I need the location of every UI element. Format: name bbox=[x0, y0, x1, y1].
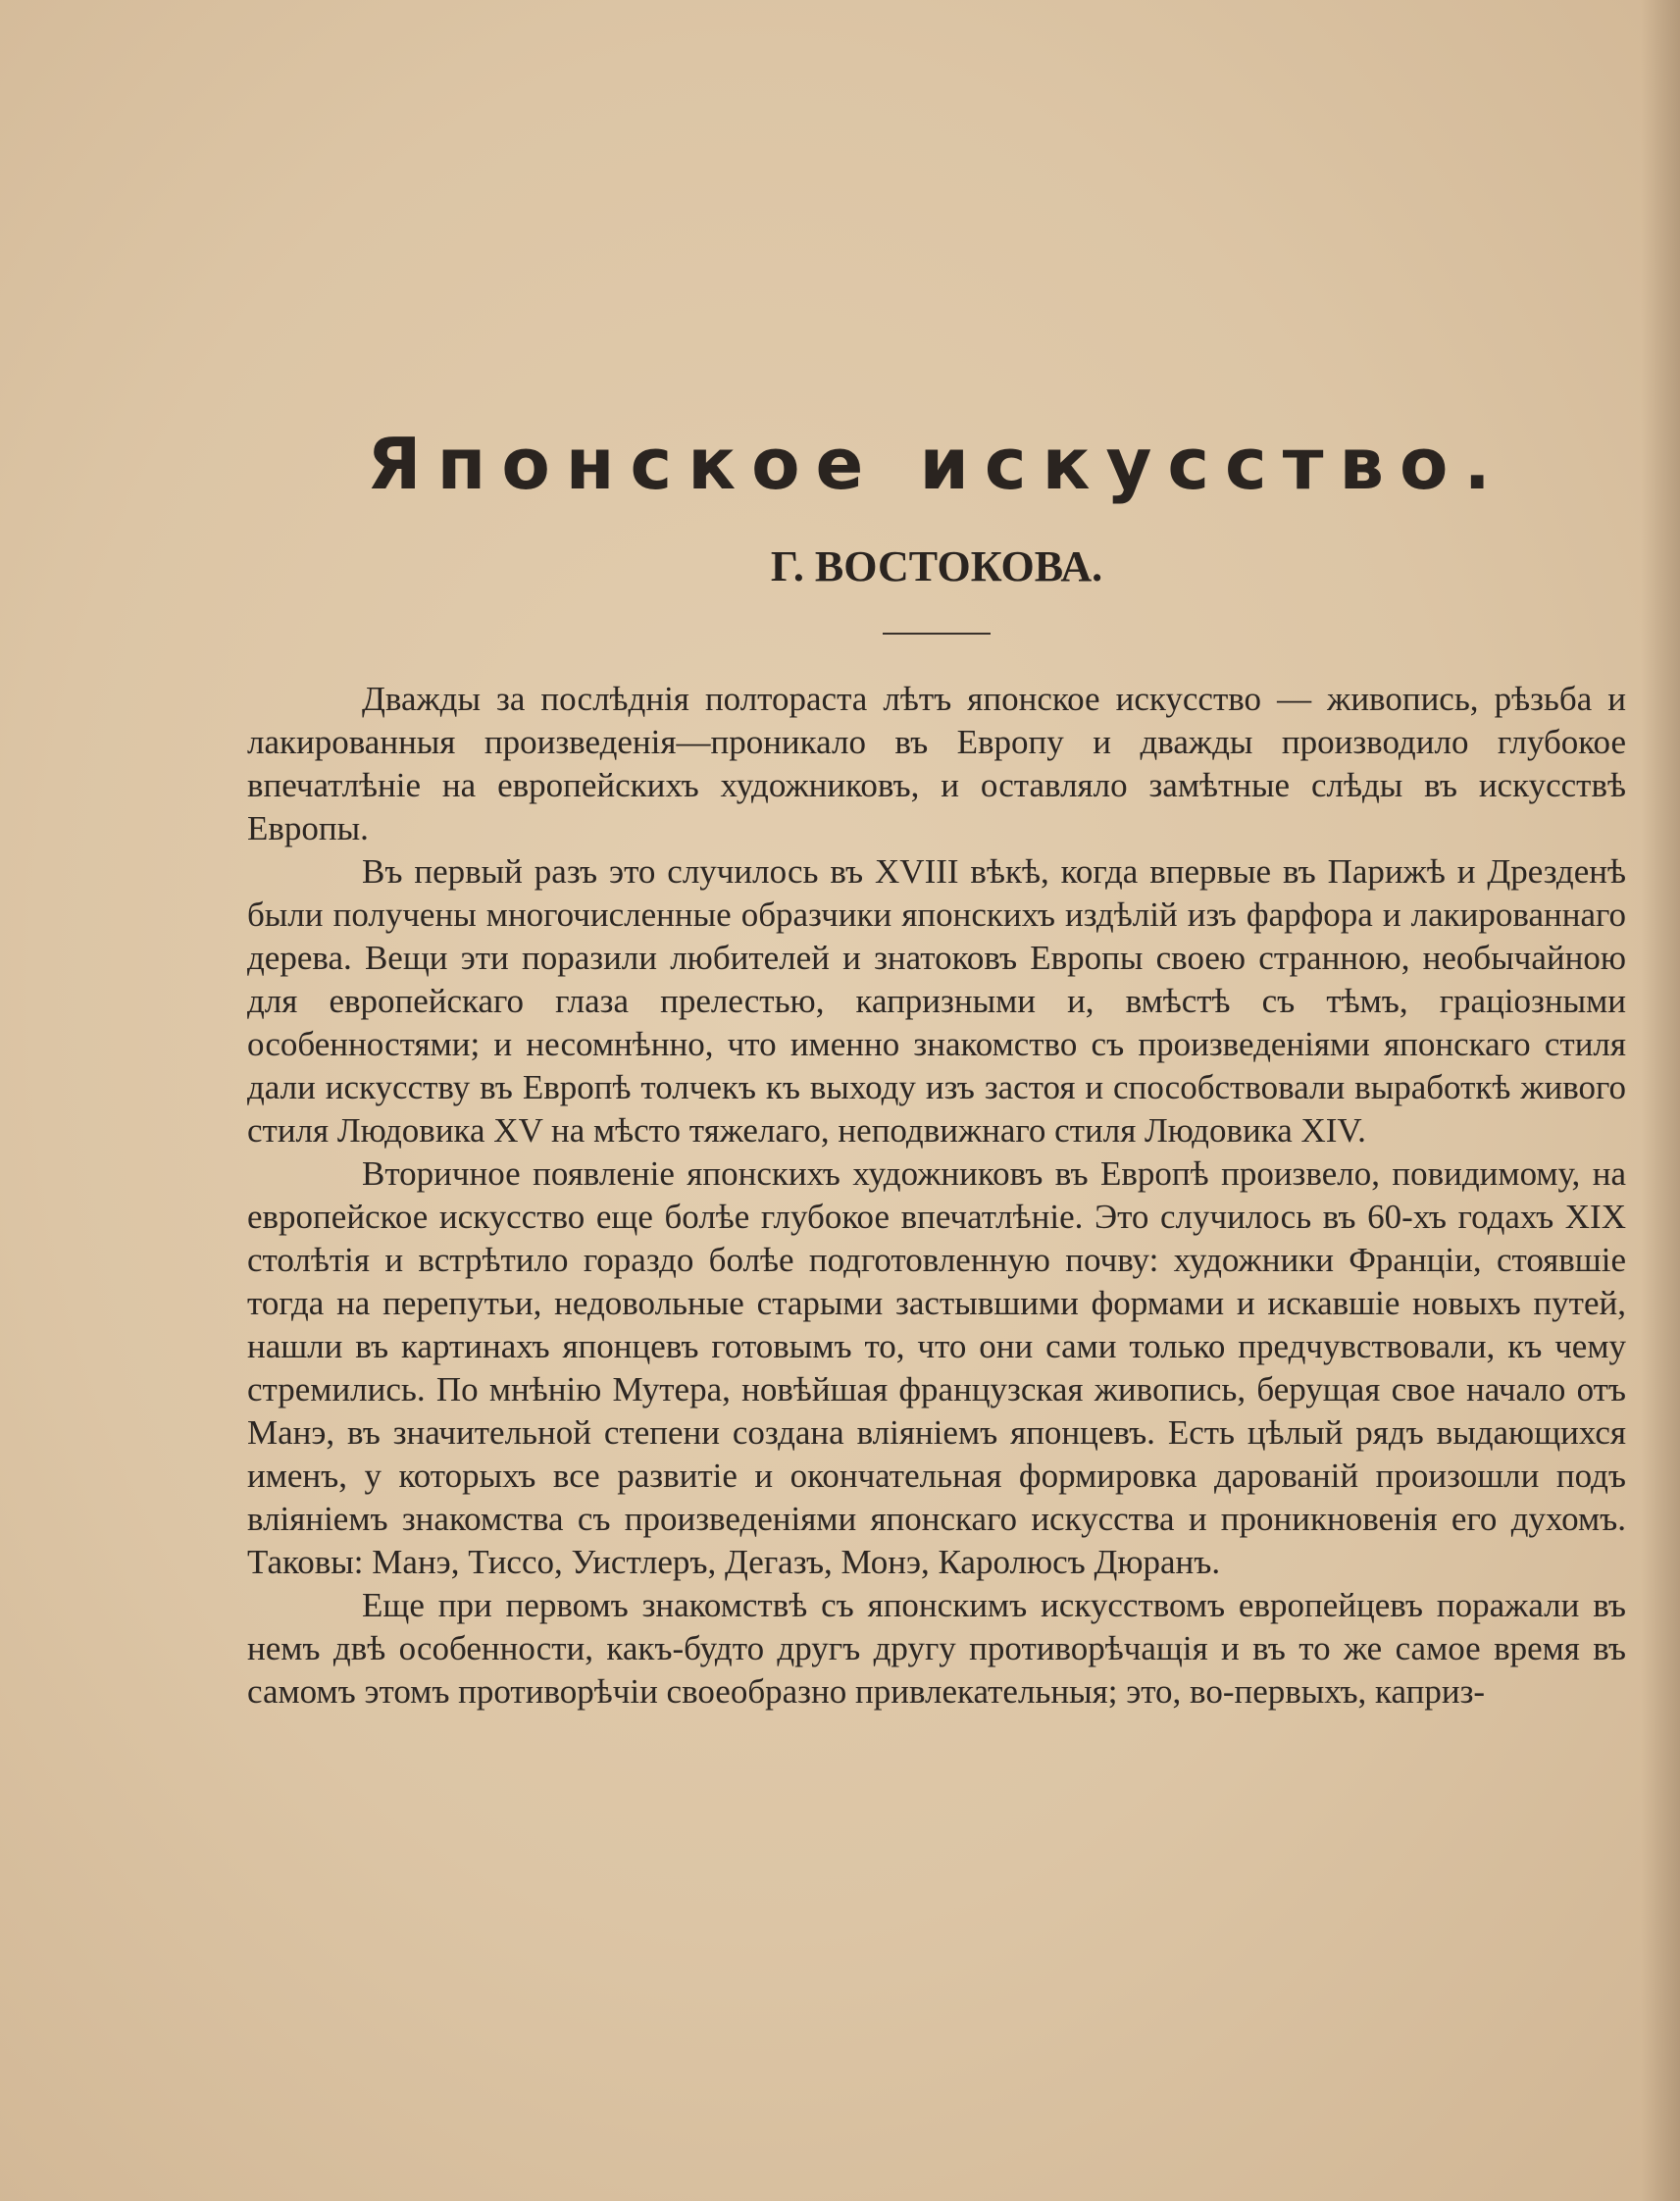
paragraph-2: Въ первый разъ это случилось въ XVIII вѣкѣ, когда впервые въ Парижѣ и Дрезденѣ были получены многочисленные образчики японскихъ издѣлій изъ фарфора и лакированнаго дерева. Вещи эти поразили любителей и знатоковъ Европы своею странною, необычайною для европейскаго глаза прелестью, капризными и, вмѣстѣ съ тѣмъ, граціозными особенностями; и несомнѣнно, что именно знакомство съ произведеніями японскаго стиля дали искусству въ Европѣ толчекъ къ выходу изъ застоя и способствовали выработкѣ живого стиля Людовика XV на мѣсто тяжелаго, неподвижнаго стиля Людовика XIV. bbox=[247, 852, 1626, 1151]
article bbox=[247, 422, 1626, 1714]
paragraph-4: Еще при первомъ знакомствѣ съ японскимъ искусствомъ европейцевъ поражали въ немъ двѣ особенности, какъ-будто другъ другу противорѣчащія и въ то же самое время въ самомъ этомъ противорѣчіи своеобразно привлекательныя; это, во-первыхъ, каприз- bbox=[247, 1586, 1626, 1712]
paragraph-1: Дважды за послѣднія полтораста лѣтъ японское искусство — живопись, рѣзьба и лакированныя произведенія—проникало въ Европу и дважды производило глубокое впечатлѣніе на европейскихъ художниковъ, и оставляло замѣтные слѣды въ искусствѣ Европы. bbox=[247, 680, 1626, 848]
article-title: Японское искусство. bbox=[367, 423, 1506, 505]
page-edge-shadow bbox=[1641, 0, 1680, 2201]
paragraph-3: Вторичное появленіе японскихъ художниковъ въ Европѣ произвело, повидимому, на европейское искусство еще болѣе глубокое впечатлѣніе. Это случилось въ 60-хъ годахъ XIX столѣтія и встрѣтило гораздо болѣе подготовленную почву: художники Франціи, стоявшіе тогда на перепутьи, недовольные старыми застывшими формами и искавшіе новыхъ путей, нашли въ картинахъ японцевъ готовымъ то, что они сами только предчувствовали, къ чему стремились. По мнѣнію Мутера, новѣйшая французская живопись, берущая свое начало отъ Манэ, въ значительной степени создана вліяніемъ японцевъ. Есть цѣлый рядъ выдающихся именъ, у которыхъ все развитіе и окончательная формировка дарованій произошли подъ вліяніемъ знакомства съ произведеніями японскаго искусства и проникновенія его духомъ. Таковы: Манэ, Тиссо, Уистлеръ, Дегазъ, Монэ, Каролюсъ Дюранъ. bbox=[247, 1154, 1626, 1582]
title-divider bbox=[883, 633, 991, 635]
article-author: Г. ВОСТОКОВА. bbox=[770, 542, 1103, 591]
